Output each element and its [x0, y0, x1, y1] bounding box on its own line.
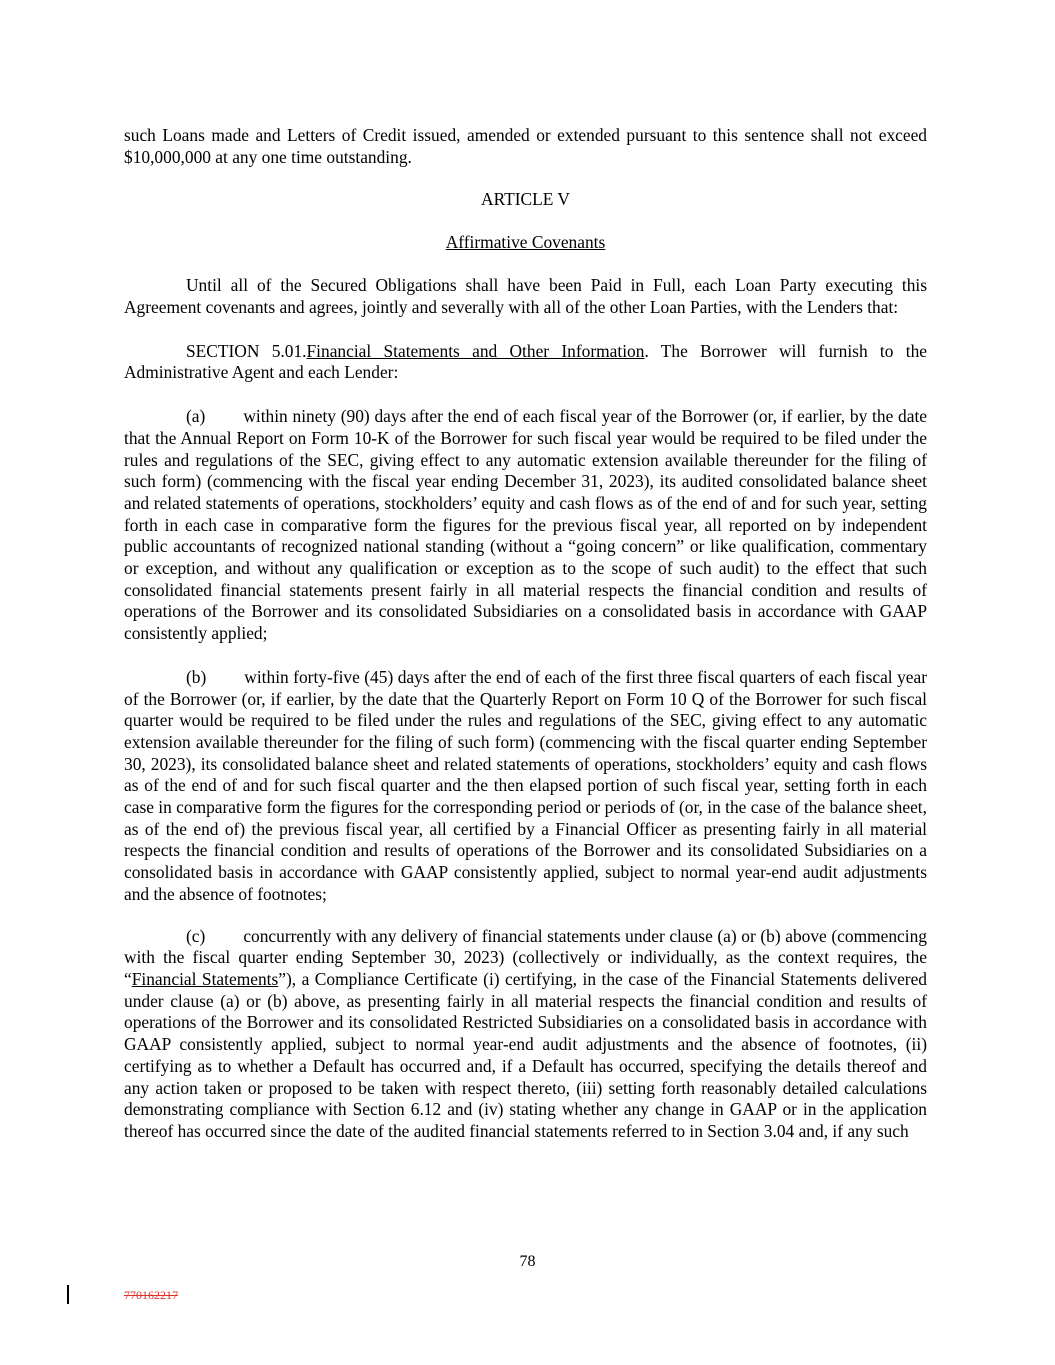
- clause-c-text-end: ”), a Compliance Certificate (i) certifying, in the case of the Financial Statements delivered under clause (a) or (b) above, as presenting fairly in all material respects the financial condition and results of operations of the Borrower and its consolidated Restricted Subsidiaries on a consolidated basis in accordance with GAAP consistently applied, subject to normal year-end audit adjustments and the absence of footnotes, (ii) certifying as to whether a Default has occurred and, if a Default has occurred, specifying the details thereof and any action taken or proposed to be taken with respect thereto, (iii) setting forth reasonably detailed calculations demonstrating compliance with Section 6.12 and (iv) stating whether any change in GAAP or in the application thereof has occurred since the date of the audited financial statements referred to in Section 3.04 and, if any such: [124, 969, 928, 1141]
- clause-b-text: within forty-five (45) days after the end of each of the first three fiscal quarters of each fiscal year of the Borrower (or, if earlier, by the date that the Quarterly Report on Form 10 Q of the Borrower for such fiscal quarter would be required to be filed under the rules and regulations of the SEC, giving effect to any automatic extension available thereunder for the filing of such form) (commencing with the fiscal quarter ending September 30, 2023), its consolidated balance sheet and related statements of operations, stockholders’ equity and cash flows as of the end of and for such fiscal quarter and the then elapsed portion of such fiscal year, setting forth in each case in comparative form the figures for the corresponding period or periods of (or, in the case of the balance sheet, as of the end of) the previous fiscal year, all certified by a Financial Officer as presenting fairly in all material respects the financial condition and results of operations of the Borrower and its consolidated Subsidiaries on a consolidated basis in accordance with GAAP consistently applied, subject to normal year-end audit adjustments and the absence of footnotes;: [124, 666, 927, 904]
- document-id-stamp: 770162217: [124, 1288, 178, 1302]
- opening-paragraph: such Loans made and Letters of Credit issued, amended or extended pursuant to this sentence shall not exceed $10,000,000 at any one time outstanding.: [124, 125, 927, 167]
- section-5-01-paragraph: [124, 341, 927, 384]
- section-title: Financial Statements and Other Information: [306, 340, 645, 361]
- clause-c-text-start: concurrently with any delivery of financial statements under clause (a) or (b) above (commencing with the fiscal quarter ending September 30, 2023) (collectively or individually, as the context requires, the “: [124, 925, 927, 989]
- revision-change-bar: [67, 1285, 69, 1304]
- section-number: SECTION 5.01.: [186, 340, 307, 361]
- clause-b: [124, 667, 927, 906]
- document-body: [124, 125, 927, 1143]
- article-heading: ARTICLE V: [481, 188, 570, 209]
- clause-a-label: (a): [186, 406, 206, 427]
- section-lead-text: . The Borrower will furnish to the Administrative Agent and each Lender:: [124, 340, 927, 383]
- intro-paragraph: Until all of the Secured Obligations shall have been Paid in Full, each Loan Party executing this Agreement covenants and agrees, jointly and severally with all of the other Loan Parties, with the Lenders that:: [124, 275, 927, 318]
- defined-term-financial-statements: Financial Statements: [131, 969, 279, 989]
- page-number: 78: [519, 1253, 536, 1270]
- clause-a-text: within ninety (90) days after the end of each fiscal year of the Borrower (or, if earlier, by the date that the Annual Report on Form 10-K of the Borrower for such fiscal year would be required to be filed under the rules and regulations of the SEC, giving effect to any automatic extension available thereunder for the filing of such form) (commencing with the fiscal year ending December 31, 2023), its audited consolidated balance sheet and related statements of operations, stockholders’ equity and cash flows as of the end of and for such year, setting forth in each case in comparative form the figures for the previous fiscal year, all reported on by independent public accountants of recognized national standing (without a “going concern” or like qualification, commentary or exception, and without any qualification or exception as to the scope of such audit) to the effect that such consolidated financial statements present fairly in all material respects the financial condition and results of operations of the Borrower and its consolidated Subsidiaries on a consolidated basis in accordance with GAAP consistently applied;: [124, 406, 927, 644]
- article-title: [124, 232, 927, 254]
- clause-a: [124, 406, 927, 645]
- article-title-text: Affirmative Covenants: [445, 232, 606, 253]
- clause-c: [124, 926, 927, 1143]
- clause-c-label: (c): [186, 925, 206, 946]
- clause-b-label: (b): [186, 666, 207, 687]
